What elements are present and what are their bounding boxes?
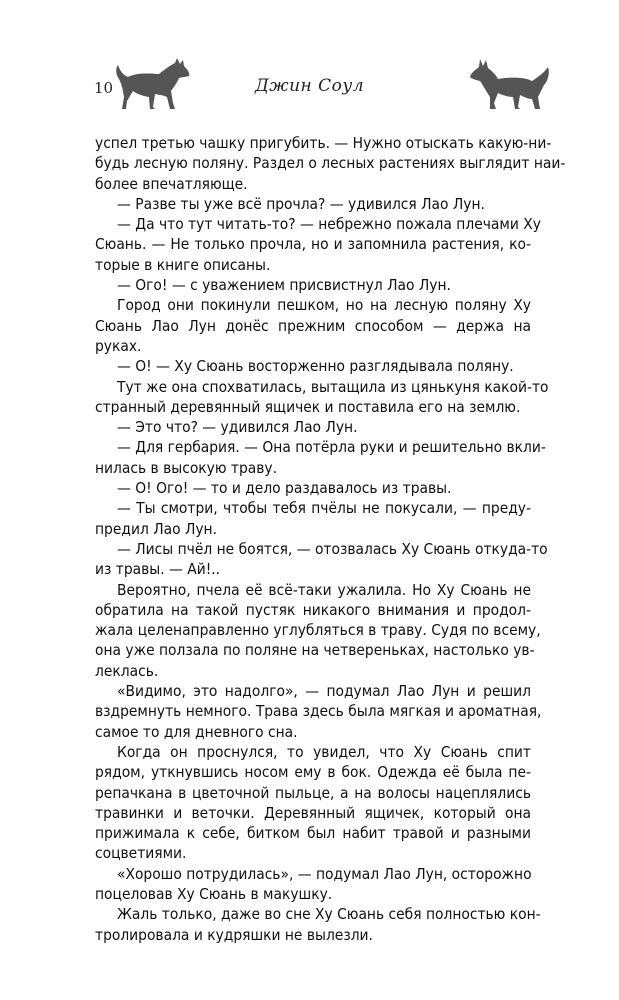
text-line: прижимала к себе, битком был набит травой и разными [95, 824, 531, 843]
text-line: из травы. — Ай!.. [95, 560, 221, 579]
text-line: более впечатляюще. [95, 174, 248, 193]
text-line: — Лисы пчёл не боятся, — отозвалась Ху Сюань откуда-то [117, 539, 548, 558]
text-line: она уже ползала по поляне на четвереньках, настолько ув- [95, 641, 535, 660]
text-line: предил Лао Лун. [95, 519, 218, 538]
text-line: Тут же она спохватилась, вытащила из цянькуня какой-то [117, 377, 549, 396]
chapter-text [95, 133, 566, 945]
text-line: «Видимо, это надолго», — подумал Лао Лун и решил [117, 682, 531, 701]
page-header [0, 52, 619, 112]
text-line: жала целенаправленно углубляться в траву. Судя по всему, [95, 621, 541, 640]
text-line: — Ты смотри, чтобы тебя пчёлы не покусали, — преду- [117, 499, 531, 518]
text-line: — Это что? — удивился Лао Лун. [117, 418, 358, 437]
text-line: Сюань Лао Лун донёс прежним способом — держа на [95, 316, 531, 335]
text-line: — Разве ты уже всё прочла? — удивился Лао Лун. [117, 194, 485, 213]
text-line: Город они покинули пешком, но на лесную поляну Ху [117, 296, 531, 315]
text-line: — Для гербария. — Она потёрла руки и решительно вкли- [117, 438, 546, 457]
text-line: репачкана в цветочной пыльце, а на волосы нацеплялись [95, 783, 531, 802]
text-line: Когда он проснулся, то увидел, что Ху Сюань спит [117, 742, 531, 761]
text-line: странный деревянный ящичек и поставила его на землю. [95, 397, 521, 416]
text-line: травинки и веточки. Деревянный ящичек, который она [95, 803, 531, 822]
text-line: поцеловав Ху Сюань в макушку. [95, 884, 333, 903]
text-line: нилась в высокую траву. [95, 458, 277, 477]
page-number: 10 [94, 79, 114, 97]
text-line: — О! — Ху Сюань восторженно разглядывала поляну. [117, 357, 514, 376]
text-line: соцветиями. [95, 844, 187, 863]
text-line: — Ого! — с уважением присвистнул Лао Лун. [117, 276, 451, 295]
text-line: успел третью чашку пригубить. — Нужно отыскать какую-ни- [95, 134, 552, 152]
text-line: «Хорошо потрудилась», — подумал Лао Лун, осторожно [117, 864, 532, 883]
text-line: торые в книге описаны. [95, 255, 271, 274]
text-line: Жаль только, даже во сне Ху Сюань себя полностью кон- [117, 905, 541, 924]
text-line: обратила на такой пустяк никакого внимания и продол- [95, 600, 531, 619]
text-line: руках. [95, 336, 142, 355]
running-title: Джин Соул [254, 76, 365, 96]
text-line: рядом, уткнувшись носом ему в бок. Одежда её была пе- [95, 763, 531, 782]
fox-silhouette-right-icon [468, 57, 552, 111]
text-line: будь лесную поляну. Раздел о лесных растениях выглядит наи- [95, 154, 566, 173]
text-line: Сюань. — Не только прочла, но и запомнила растения, ко- [95, 235, 531, 254]
text-line: — О! Ого! — то и дело раздавалось из травы. [117, 479, 452, 498]
text-line: самое то для дневного сна. [95, 722, 298, 741]
text-line: леклась. [95, 661, 159, 680]
text-line: — Да что тут читать-то? — небрежно пожала плечами Ху [117, 215, 541, 234]
text-line: тролировала и кудряшки не вылезли. [95, 925, 373, 944]
text-line: вздремнуть немного. Трава здесь была мягкая и ароматная, [95, 702, 542, 721]
text-line: Вероятно, пчела её всё-таки ужалила. Но Ху Сюань не [117, 580, 531, 599]
